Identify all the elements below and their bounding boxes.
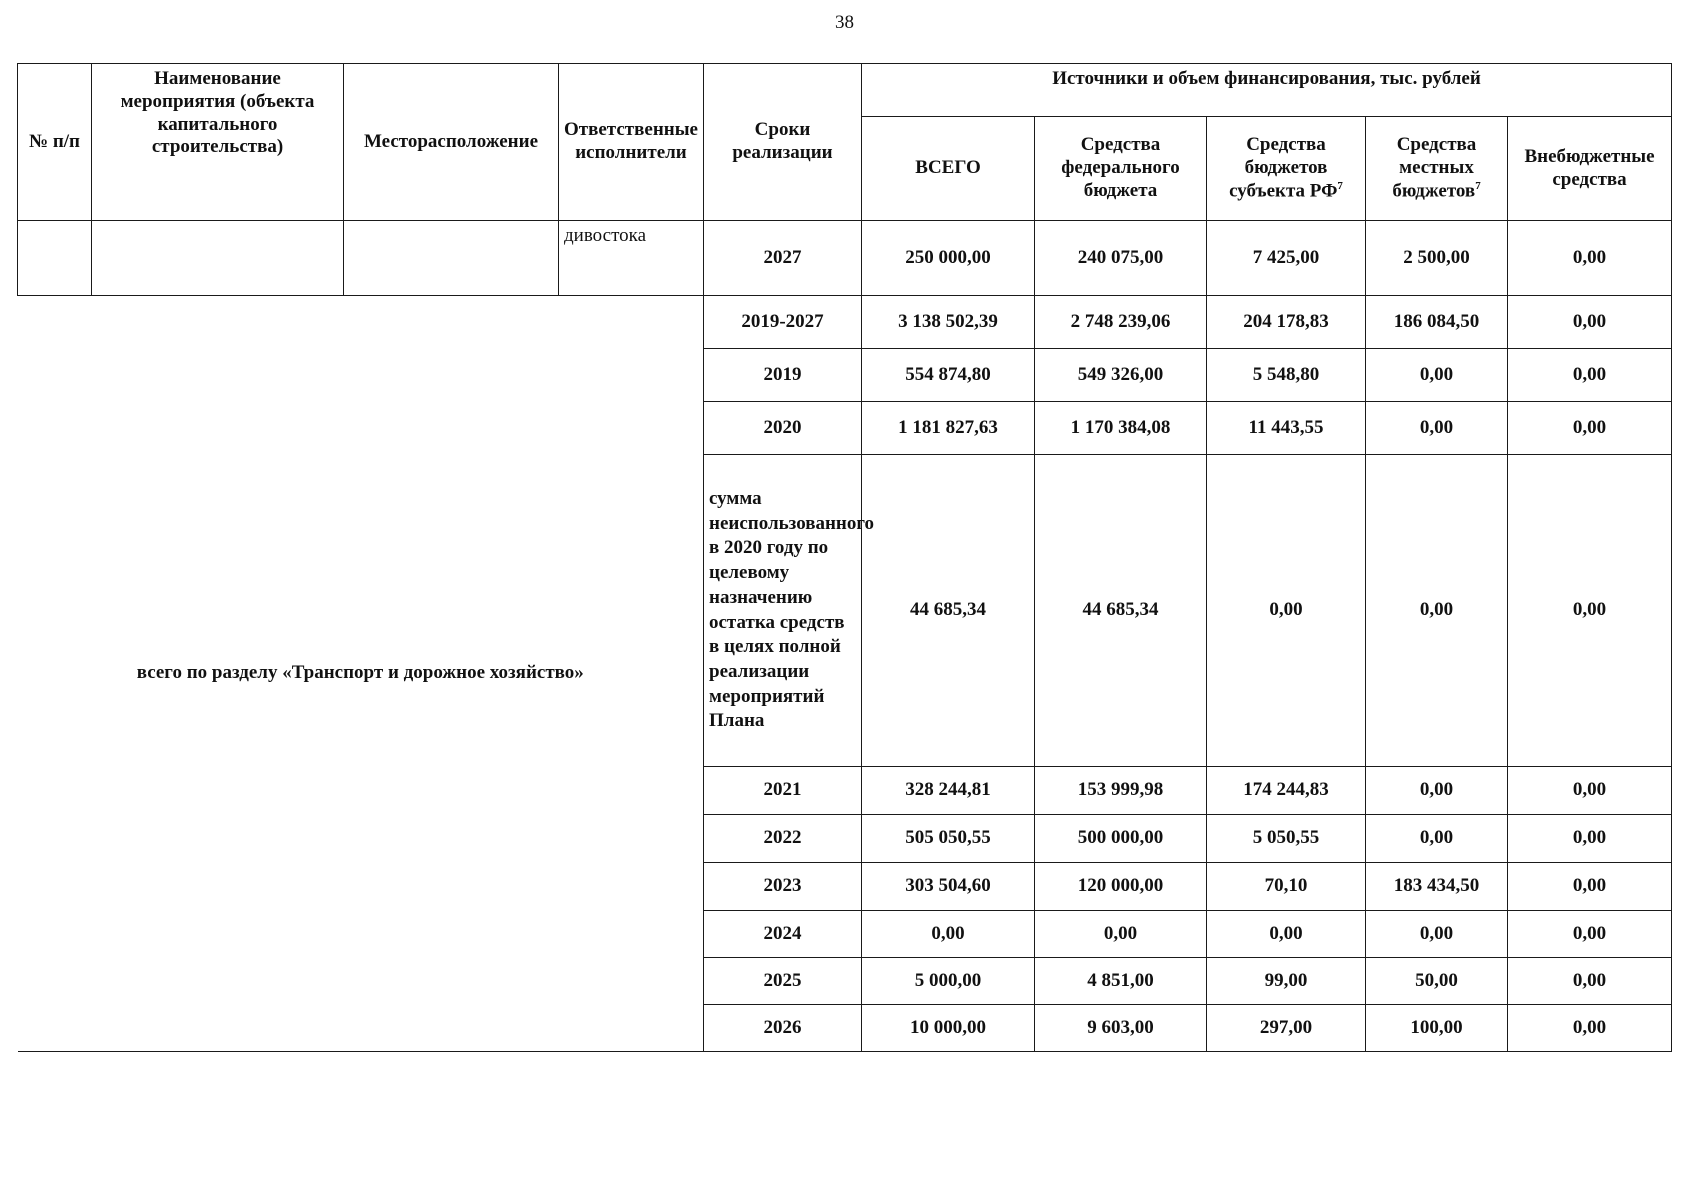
header-local-label: Средства местных бюджетов: [1392, 134, 1477, 202]
cell-total: 3 138 502,39: [862, 296, 1035, 349]
cell-total: 328 244,81: [862, 767, 1035, 815]
cell-year: 2023: [704, 863, 862, 911]
cell-local: 0,00: [1366, 455, 1508, 767]
header-subject-label: Средства бюджетов субъекта РФ: [1229, 134, 1338, 202]
cell-extra: 0,00: [1508, 402, 1672, 455]
funding-table: [17, 63, 1672, 1052]
cell-year: 2024: [704, 911, 862, 958]
cell-subject: 70,10: [1207, 863, 1366, 911]
cell-subject: 0,00: [1207, 911, 1366, 958]
cell-responsible-cont: дивостока: [559, 221, 704, 296]
continuation-row: [18, 221, 1672, 296]
cell-subject: 204 178,83: [1207, 296, 1366, 349]
cell-year: 2019: [704, 349, 862, 402]
section-total-label: всего по разделу «Транспорт и дорожное хозяйство»: [18, 296, 704, 1052]
cell-extra: 0,00: [1508, 958, 1672, 1005]
header-row-1: [18, 64, 1672, 117]
cell-local: 183 434,50: [1366, 863, 1508, 911]
cell-extra: 0,00: [1508, 911, 1672, 958]
cell-subject: 297,00: [1207, 1005, 1366, 1052]
header-subject-note: 7: [1337, 179, 1343, 192]
cell-total: 10 000,00: [862, 1005, 1035, 1052]
cell-total: 303 504,60: [862, 863, 1035, 911]
cell-empty-num: [18, 221, 92, 296]
header-name: Наименование мероприятия (объекта капитального строительства): [92, 64, 344, 221]
cell-subject: 99,00: [1207, 958, 1366, 1005]
header-period: Сроки реализации: [704, 64, 862, 221]
cell-total: 554 874,80: [862, 349, 1035, 402]
header-subject: [1207, 117, 1366, 221]
header-funding-group: Источники и объем финансирования, тыс. рублей: [862, 64, 1672, 117]
header-local-note: 7: [1475, 179, 1481, 192]
cell-year: 2019-2027: [704, 296, 862, 349]
header-responsible: Ответственные исполнители: [559, 64, 704, 221]
cell-local: 0,00: [1366, 402, 1508, 455]
cell-year: 2021: [704, 767, 862, 815]
cell-local: 2 500,00: [1366, 221, 1508, 296]
cell-federal: 9 603,00: [1035, 1005, 1207, 1052]
header-extra: Внебюджетные средства: [1508, 117, 1672, 221]
cell-extra: 0,00: [1508, 863, 1672, 911]
header-num: № п/п: [18, 64, 92, 221]
section-row: [18, 296, 1672, 349]
cell-local: 186 084,50: [1366, 296, 1508, 349]
cell-federal: 120 000,00: [1035, 863, 1207, 911]
cell-federal: 500 000,00: [1035, 815, 1207, 863]
cell-year: 2026: [704, 1005, 862, 1052]
page-number: 38: [835, 12, 854, 33]
cell-federal: 153 999,98: [1035, 767, 1207, 815]
cell-local: 0,00: [1366, 911, 1508, 958]
header-federal: Средства федерального бюджета: [1035, 117, 1207, 221]
cell-total: 0,00: [862, 911, 1035, 958]
cell-subject: 0,00: [1207, 455, 1366, 767]
cell-extra: 0,00: [1508, 767, 1672, 815]
cell-year: 2025: [704, 958, 862, 1005]
cell-extra: 0,00: [1508, 815, 1672, 863]
cell-subject: 174 244,83: [1207, 767, 1366, 815]
cell-subject: 7 425,00: [1207, 221, 1366, 296]
cell-unused-note: сумма неиспользованного в 2020 году по целевому назначению остатка средств в целях полной реализации мероприятий Плана: [704, 455, 862, 767]
cell-year: 2020: [704, 402, 862, 455]
cell-subject: 5 548,80: [1207, 349, 1366, 402]
cell-federal: 240 075,00: [1035, 221, 1207, 296]
cell-empty-name: [92, 221, 344, 296]
cell-subject: 5 050,55: [1207, 815, 1366, 863]
cell-year: 2022: [704, 815, 862, 863]
cell-local: 50,00: [1366, 958, 1508, 1005]
cell-federal: 1 170 384,08: [1035, 402, 1207, 455]
cell-local: 0,00: [1366, 815, 1508, 863]
cell-extra: 0,00: [1508, 296, 1672, 349]
cell-total: 1 181 827,63: [862, 402, 1035, 455]
cell-subject: 11 443,55: [1207, 402, 1366, 455]
cell-local: 100,00: [1366, 1005, 1508, 1052]
cell-extra: 0,00: [1508, 349, 1672, 402]
cell-total: 505 050,55: [862, 815, 1035, 863]
cell-local: 0,00: [1366, 767, 1508, 815]
cell-federal: 44 685,34: [1035, 455, 1207, 767]
cell-extra: 0,00: [1508, 455, 1672, 767]
header-location: Месторасположение: [344, 64, 559, 221]
cell-extra: 0,00: [1508, 1005, 1672, 1052]
cell-federal: 2 748 239,06: [1035, 296, 1207, 349]
cell-empty-location: [344, 221, 559, 296]
cell-extra: 0,00: [1508, 221, 1672, 296]
cell-federal: 549 326,00: [1035, 349, 1207, 402]
cell-total: 250 000,00: [862, 221, 1035, 296]
cell-federal: 4 851,00: [1035, 958, 1207, 1005]
header-total: ВСЕГО: [862, 117, 1035, 221]
cell-total: 44 685,34: [862, 455, 1035, 767]
header-local: [1366, 117, 1508, 221]
cell-federal: 0,00: [1035, 911, 1207, 958]
cell-total: 5 000,00: [862, 958, 1035, 1005]
cell-year: 2027: [704, 221, 862, 296]
cell-local: 0,00: [1366, 349, 1508, 402]
